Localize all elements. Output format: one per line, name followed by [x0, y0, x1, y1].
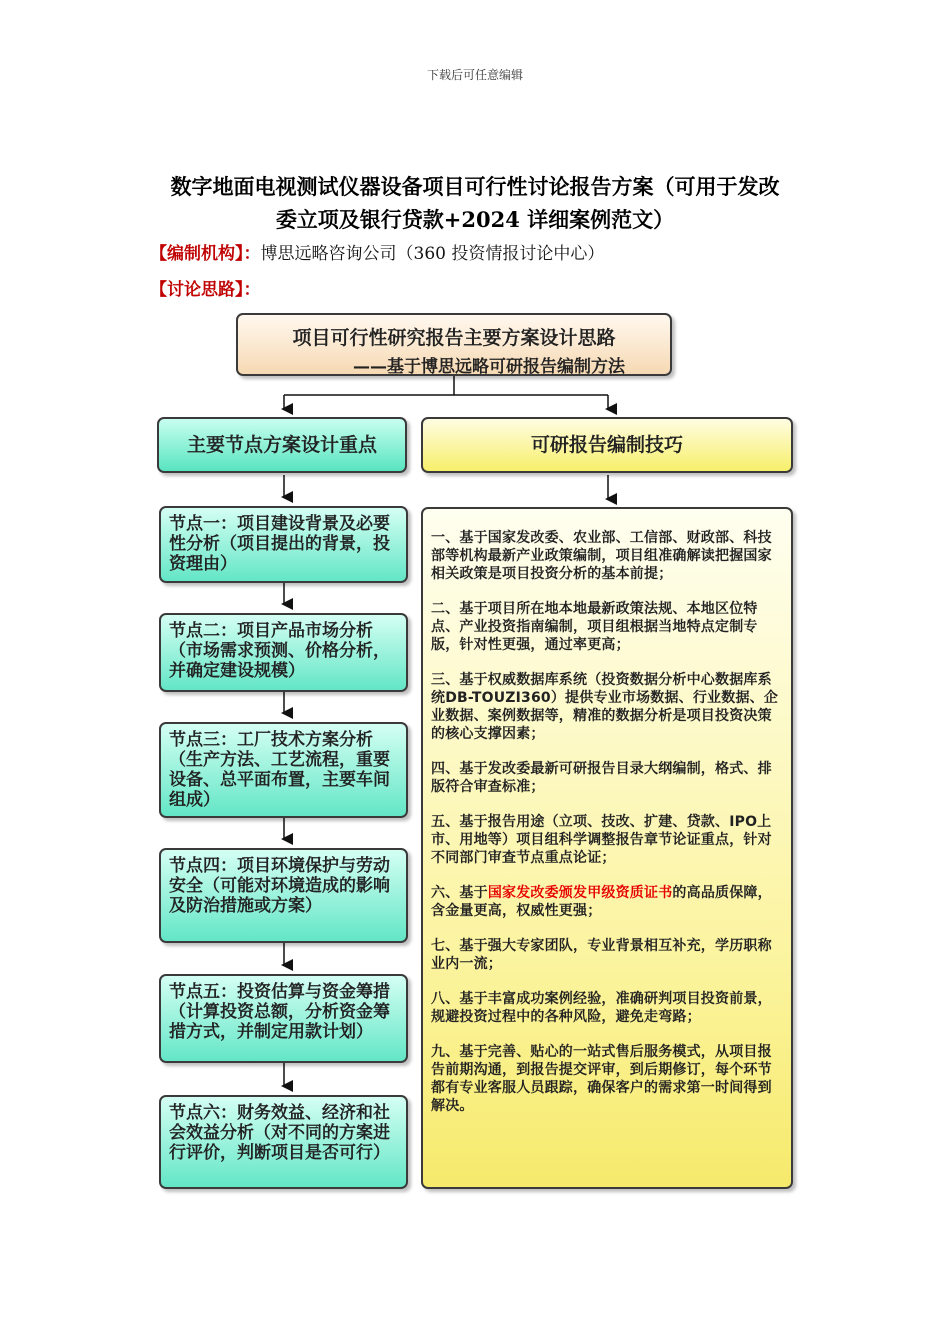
diagram-top-box — [236, 313, 672, 376]
document-title — [120, 170, 830, 236]
node-4: 节点四：项目环境保护与劳动安全（可能对环境造成的影响及防治措施或方案） — [159, 848, 408, 943]
tip-9: 九、基于完善、贴心的一站式售后服务模式，从项目报告前期沟通，到报告提交评审，到后期修订，每个环节都有专业客服人员跟踪，确保客户的需求第一时间得到解决。 — [431, 1044, 772, 1114]
tip-6-start: 六、基于 — [431, 885, 488, 901]
tip-6-highlight: 国家发改委颁发甲级资质证书 — [487, 885, 673, 901]
tip-1: 一、基于国家发改委、农业部、工信部、财政部、科技部等机构最新产业政策编制，项目组准确解读把握国家相关政策是项目投资分析的基本前提； — [431, 530, 772, 582]
tip-2: 二、基于项目所在地本地最新政策法规、本地区位特点、产业投资指南编制，项目组根据当地特点定制专版，针对性更强，通过率更高； — [431, 601, 758, 653]
node-6: 节点六：财务效益、经济和社会效益分析（对不同的方案进行评价，判断项目是否可行） — [159, 1095, 408, 1189]
left-column-header: 主要节点方案设计重点 — [157, 417, 407, 473]
org-line — [150, 239, 604, 264]
tip-5: 五、基于报告用途（立项、技改、扩建、贷款、IPO上市、用地等）项目组科学调整报告章节论证重点，针对不同部门审查节点重点论证； — [431, 814, 772, 866]
right-column-header: 可研报告编制技巧 — [421, 417, 793, 473]
top-box-line-1: 项目可行性研究报告主要方案设计思路 — [292, 327, 616, 349]
tips-box — [421, 507, 793, 1189]
tip-3: 三、基于权威数据库系统（投资数据分析中心数据库系统DB-TOUZI360）提供专业市场数据、行业数据、企业数据、案例数据等，精准的数据分析是项目投资决策的核心支撑因素； — [431, 672, 779, 742]
top-note: 下载后可任意编辑 — [426, 68, 523, 82]
tip-6 — [431, 884, 783, 920]
node-2: 节点二：项目产品市场分析（市场需求预测、价格分析，并确定建设规模） — [159, 613, 408, 692]
tip-8: 八、基于丰富成功案例经验，准确研判项目投资前景，规避投资过程中的各种风险，避免走弯路； — [431, 991, 772, 1025]
top-box-line-2: ——基于博思远略可研报告编制方法 — [353, 357, 625, 377]
node-1: 节点一：项目建设背景及必要性分析（项目提出的背景，投资理由） — [159, 506, 408, 583]
org-label: 【编制机构】： — [150, 244, 261, 264]
org-value: 博思远略咨询公司（360 投资情报讨论中心） — [260, 244, 605, 264]
tip-6-end: 的高品质保障，含金量更高，权威性更强； — [431, 885, 772, 919]
idea-label: 【讨论思路】： — [150, 280, 261, 300]
node-5: 节点五：投资估算与资金筹措（计算投资总额，分析资金筹措方式，并制定用款计划） — [159, 974, 408, 1063]
title-line-2: 委立项及银行贷款+2024 详细案例范文） — [275, 207, 675, 232]
tip-4: 四、基于发改委最新可研报告目录大纲编制，格式、排版符合审查标准； — [431, 761, 772, 795]
node-3: 节点三：工厂技术方案分析（生产方法、工艺流程，重要设备、总平面布置，主要车间组成） — [159, 722, 408, 818]
idea-line — [150, 275, 261, 300]
title-line-1: 数字地面电视测试仪器设备项目可行性讨论报告方案（可用于发改 — [170, 174, 780, 199]
tip-7: 七、基于强大专家团队，专业背景相互补充，学历职称业内一流； — [431, 938, 772, 972]
